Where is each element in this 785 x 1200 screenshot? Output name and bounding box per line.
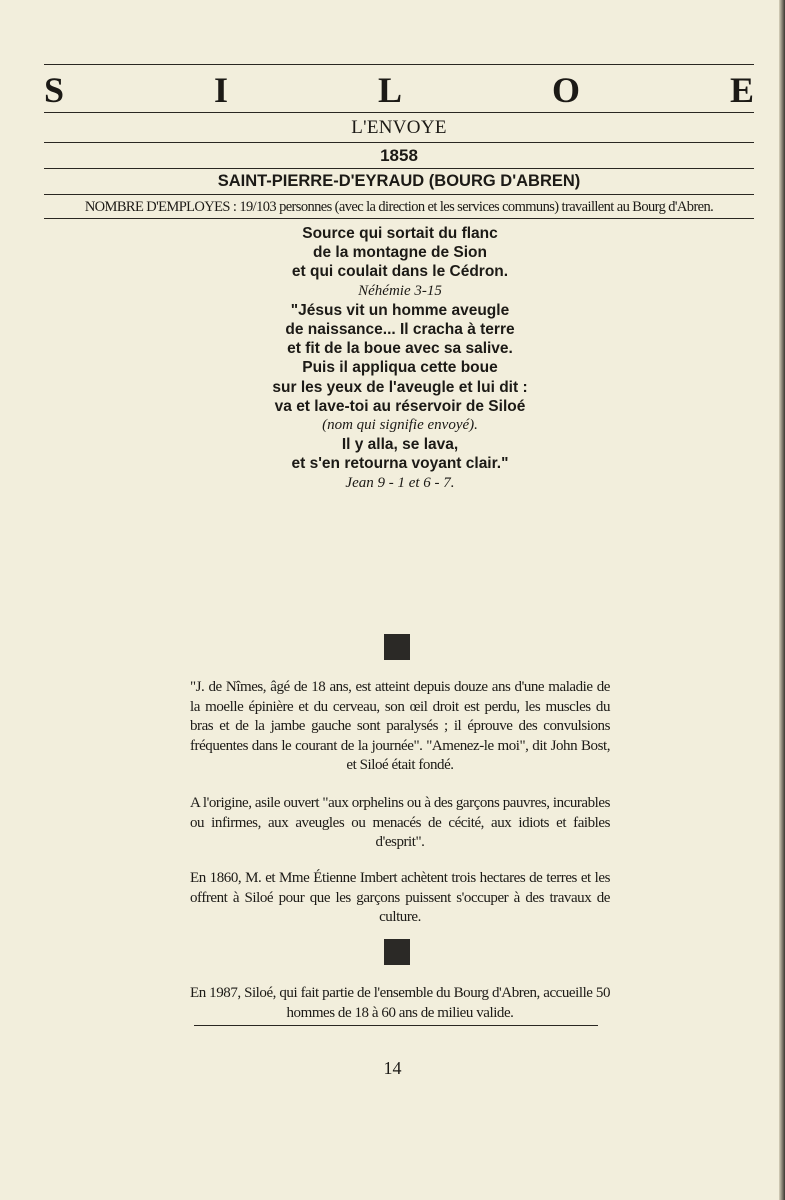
page-title xyxy=(44,70,754,110)
year-heading: 1858 xyxy=(380,146,418,165)
body-paragraph: "J. de Nîmes, âgé de 18 ans, est atteint depuis douze ans d'une maladie de la moelle épinière et du cerveau, son œil droit est perdu, les muscles du bras et de la jambe gauche sont paralysés ; il éprouve des convulsions fréquentes dans le courant de la journée". "Amenez-le moi", dit John Bost, et Siloé était fondé. xyxy=(190,679,610,773)
quote-reference-line: Jean 9 - 1 et 6 - 7. xyxy=(345,474,455,491)
rule xyxy=(44,142,754,143)
bottom-rule xyxy=(194,1025,598,1026)
top-rule xyxy=(44,64,754,65)
quote-reference-line: (nom qui signifie envoyé). xyxy=(322,417,478,434)
title-letter: I xyxy=(214,70,229,110)
quote-line: sur les yeux de l'aveugle et lui dit : xyxy=(272,378,528,396)
title-letter: L xyxy=(377,70,402,110)
quote-line: de naissance... Il cracha à terre xyxy=(285,321,515,339)
rule xyxy=(44,168,754,169)
section-square-marker xyxy=(384,634,410,660)
body-paragraph: En 1987, Siloé, qui fait partie de l'ensemble du Bourg d'Abren, accueille 50 hommes de 18 à 60 ans de milieu valide. xyxy=(190,985,610,1021)
rule xyxy=(44,194,754,195)
quote-line: va et lave-toi au réservoir de Siloé xyxy=(274,397,526,415)
body-paragraph: En 1860, M. et Mme Étienne Imbert achètent trois hectares de terres et les offrent à Siloé pour que les garçons puissent s'occuper à des travaux de culture. xyxy=(190,870,610,925)
location-heading: SAINT-PIERRE-D'EYRAUD (BOURG D'ABREN) xyxy=(217,172,581,190)
page-number: 14 xyxy=(383,1058,402,1078)
quote-reference-line: Néhémie 3-15 xyxy=(358,282,442,299)
quote-line: "Jésus vit un homme aveugle xyxy=(290,301,510,319)
quote-line: Il y alla, se lava, xyxy=(341,436,459,454)
rule xyxy=(44,218,754,219)
rule xyxy=(44,112,754,113)
title-letter: E xyxy=(729,70,754,110)
quote-line: et s'en retourna voyant clair." xyxy=(291,455,509,473)
section-square-marker xyxy=(384,939,410,965)
quote-line: Source qui sortait du flanc xyxy=(302,225,498,242)
body-paragraph: A l'origine, asile ouvert "aux orphelins ou à des garçons pauvres, incurables ou infirmes, aux aveugles ou menacés de cécité, aux idiots et faibles d'esprit". xyxy=(190,795,610,850)
employees-line: NOMBRE D'EMPLOYES : 19/103 personnes (avec la direction et les services communs) travaillent au Bourg d'Abren. xyxy=(84,199,714,215)
scripture-quote xyxy=(150,224,650,493)
quote-line: de la montagne de Sion xyxy=(313,244,487,262)
title-letter: S xyxy=(44,70,65,110)
quote-line: et fit de la boue avec sa salive. xyxy=(287,340,513,358)
subtitle: L'ENVOYE xyxy=(351,117,447,138)
title-letter: O xyxy=(551,70,580,110)
quote-line: Puis il appliqua cette boue xyxy=(302,359,498,377)
page-edge xyxy=(779,0,785,1200)
quote-line: et qui coulait dans le Cédron. xyxy=(291,263,509,281)
